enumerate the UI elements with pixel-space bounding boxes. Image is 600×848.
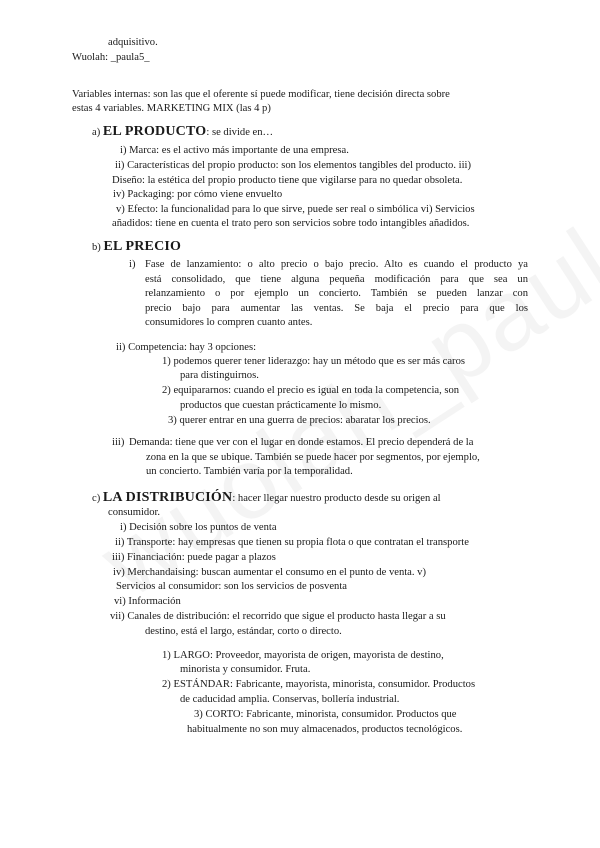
canal-line: minorista y consumidor. Fruta. bbox=[180, 664, 311, 675]
precio-iii-label: iii) bbox=[112, 437, 125, 448]
distribucion-suffix: : hacer llegar nuestro producto desde su origen al bbox=[232, 493, 441, 504]
producto-line: iv) Packaging: por cómo viene envuelto bbox=[113, 189, 283, 200]
precio-iii-line: Demanda: tiene que ver con el lugar en donde estamos. El precio dependerá de la bbox=[129, 437, 474, 448]
distribucion-item: iv) Merchandaising: buscan aumentar el consumo en el punto de venta. v) bbox=[113, 567, 427, 578]
precio-ii-option: 2) equipararnos: cuando el precio es igual en toda la competencia, son bbox=[162, 385, 460, 396]
canal-line: 3) CORTO: Fabricante, minorista, consumidor. Productos que bbox=[194, 709, 457, 720]
precio-iii-line: zona en la que se ubique. También se puede hacer por segmentos, por ejemplo, bbox=[146, 451, 480, 463]
precio-ii-option: productos que cuestan prácticamente lo mismo. bbox=[180, 400, 382, 411]
distribucion-item: i) Decisión sobre los puntos de venta bbox=[120, 522, 277, 533]
distribucion-title: LA DISTRIBUCIÓN bbox=[102, 490, 233, 505]
precio-i-label: i) bbox=[129, 259, 136, 270]
producto-line: Diseño: la estética del propio producto tiene que vigilarse para no quedar obsoleta. bbox=[112, 175, 463, 186]
precio-ii-option: 1) podemos querer tener liderazgo: hay un método que es ser más caros bbox=[162, 356, 465, 367]
precio-prefix: b) bbox=[92, 242, 101, 253]
precio-i-paragraph bbox=[145, 258, 528, 331]
canal-line: 2) ESTÁNDAR: Fabricante, mayorista, minorista, consumidor. Productos bbox=[162, 679, 476, 690]
producto-suffix: : se divide en… bbox=[206, 127, 274, 138]
precio-i-line: precio bajo para aumentar las ventas. Se baja el precio para que los bbox=[145, 302, 528, 314]
top-line: adquisitivo. bbox=[108, 37, 158, 48]
precio-i-line: consumidores lo compren cuanto antes. bbox=[145, 317, 313, 329]
precio-iii-paragraph bbox=[129, 436, 530, 480]
producto-line: ii) Características del propio producto: son los elementos tangibles del producto. iii) bbox=[115, 160, 471, 171]
intro-line-2: estas 4 variables. MARKETING MIX (las 4 p) bbox=[72, 103, 271, 114]
distribucion-item: destino, está el largo, estándar, corto o directo. bbox=[145, 626, 342, 637]
precio-title: EL PRECIO bbox=[103, 239, 182, 254]
distribucion-item: ii) Transporte: hay empresas que tienen su propia flota o que contratan el transporte bbox=[115, 537, 469, 548]
section-precio-heading bbox=[92, 240, 181, 256]
precio-ii-option: para distinguirnos. bbox=[180, 370, 259, 381]
distribucion-line-2: consumidor. bbox=[108, 507, 161, 518]
distribucion-item: vi) Información bbox=[114, 596, 181, 607]
precio-ii-title: ii) Competencia: hay 3 opciones: bbox=[116, 342, 257, 353]
distribucion-item: Servicios al consumidor: son los servicios de posventa bbox=[116, 581, 347, 592]
distribucion-item: iii) Financiación: puede pagar a plazos bbox=[112, 552, 276, 563]
precio-iii-line: un concierto. También varía por la temporalidad. bbox=[146, 466, 353, 478]
precio-i-line: Fase de lanzamiento: o alto precio o bajo precio. Alto es cuando el producto ya bbox=[145, 259, 528, 270]
precio-i-line: relanzamiento o por ejemplo un concierto. También se pueden lanzar con bbox=[145, 288, 528, 300]
canal-line: habitualmente no son muy almacenados, productos tecnológicos. bbox=[187, 724, 463, 735]
section-producto-heading bbox=[92, 125, 273, 141]
wuolah-credit: Wuolah: _paula5_ bbox=[72, 52, 150, 63]
producto-title: EL PRODUCTO bbox=[102, 124, 207, 139]
canal-line: de caducidad amplia. Conservas, bollería industrial. bbox=[180, 694, 400, 705]
producto-line: v) Efecto: la funcionalidad para lo que sirve, puede ser real o simbólica vi) Servicios bbox=[116, 204, 475, 215]
precio-i-line: está consolidado, que tiene alguna pequeña modificación para que sea un bbox=[145, 273, 528, 285]
distribucion-item: vii) Canales de distribución: el recorrido que sigue el producto hasta llegar a su bbox=[110, 611, 446, 622]
producto-prefix: a) bbox=[92, 127, 101, 138]
precio-ii-option: 3) querer entrar en una guerra de precios: abaratar los precios. bbox=[168, 415, 431, 426]
canal-line: 1) LARGO: Proveedor, mayorista de origen, mayorista de destino, bbox=[162, 650, 444, 661]
section-distribucion-heading bbox=[92, 491, 441, 507]
producto-line: añadidos: tiene en cuenta el trato pero son servicios sobre todo intangibles añadidos. bbox=[112, 218, 470, 229]
intro-line-1: Variables internas: son las que el oferente sí puede modificar, tiene decisión directa sobre bbox=[72, 89, 450, 100]
distribucion-prefix: c) bbox=[92, 493, 101, 504]
producto-line: i) Marca: es el activo más importante de una empresa. bbox=[120, 145, 349, 156]
